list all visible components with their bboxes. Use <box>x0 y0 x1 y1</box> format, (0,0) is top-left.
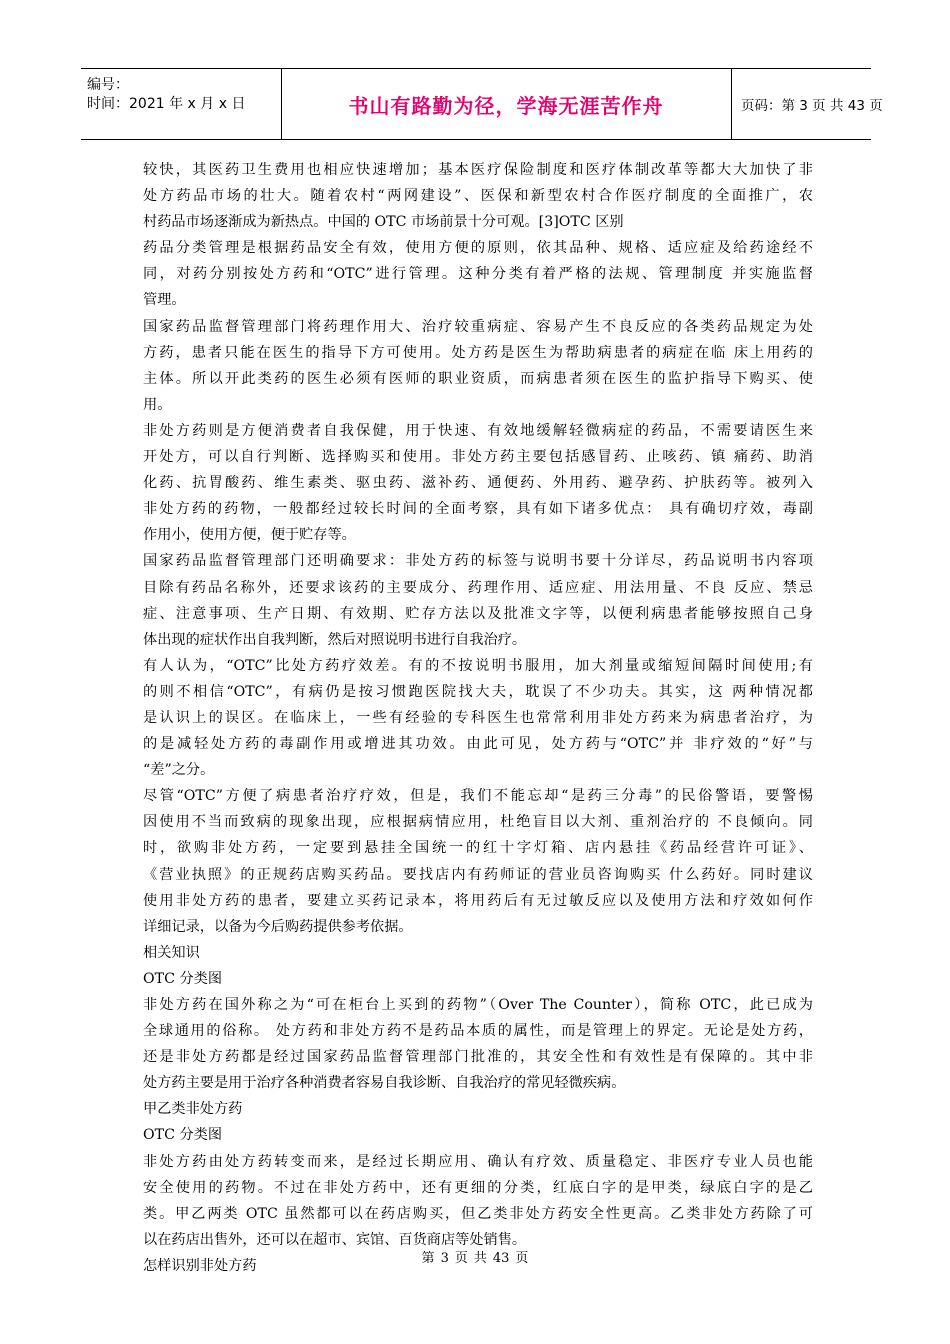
text-line: 还是非处方药都是经过国家药品监督管理部门批准的，其安全性和有效性是有保障的。其中非 <box>143 1049 813 1066</box>
text-line: 类。甲乙两类 OTC 虽然都可以在药店购买，但乙类非处方药安全性更高。乙类非处方药除了可 <box>143 1205 813 1222</box>
text-line: 非处方药在国外称之为“可在柜台上买到的药物”（Over The Counter），简称 OTC，此已成为 <box>143 997 813 1013</box>
text-line: 开处方，可以自行判断、选择购买和使用。非处方药主要包括感冒药、止咳药、镇 痛药、助消 <box>143 449 813 466</box>
text-line: 非处方药则是方便消费者自我保健，用于快速、有效地缓解轻微病症的药品，不需要请医生来 <box>143 422 813 439</box>
page-header <box>81 68 883 140</box>
header-motto-cell <box>281 69 732 139</box>
text-line: 体出现的症状作出自我判断，然后对照说明书进行自我治疗。 <box>143 631 527 648</box>
text-line: 用。 <box>143 396 172 413</box>
text-line: 以在药店出售外，还可以在超市、宾馆、百货商店等处销售。 <box>143 1231 527 1248</box>
text-line: 安全使用的药物。不过在非处方药中，还有更细的分类，红底白字的是甲类，绿底白字的是乙 <box>143 1179 813 1196</box>
text-line: 全球通用的俗称。 处方药和非处方药不是药品本质的属性，而是管理上的界定。无论是处方药， <box>143 1023 813 1040</box>
text-line: 的则不相信“OTC”，有病仍是按习惯跑医院找大夫，耽误了不少功夫。其实，这 两种情况都 <box>143 683 813 700</box>
text-line: OTC 分类图 <box>143 1127 223 1144</box>
text-line: 方药，患者只能在医生的指导下方可使用。处方药是医生为帮助病患者的病症在临 床上用药的 <box>143 344 813 361</box>
text-line: 非处方药由处方药转变而来，是经过长期应用、确认有疗效、质量稳定、非医疗专业人员也能 <box>143 1153 813 1170</box>
header-page-info: 页码：第 3 页 共 43 页 <box>741 98 883 114</box>
text-line: 使用非处方药的患者，要建立买药记录本，将用药后有无过敏反应以及使用方法和疗效如何作 <box>143 892 813 909</box>
text-line: 国家药品监督管理部门将药理作用大、治疗较重病症、容易产生不良反应的各类药品规定为处 <box>143 318 813 335</box>
text-line: 化药、抗胃酸药、维生素类、驱虫药、滋补药、通便药、外用药、避孕药、护肤药等。被列入 <box>143 475 813 492</box>
text-line: “差”之分。 <box>143 762 215 779</box>
text-line: 处方药品市场的壮大。随着农村“两网建设”、医保和新型农村合作医疗制度的全面推广，农 <box>143 188 813 205</box>
footer-text: 第 <box>421 1251 435 1266</box>
footer-text: 页 <box>515 1251 529 1266</box>
text-line: 作用小，使用方便，便于贮存等。 <box>143 527 356 544</box>
text-line: 《营业执照》的正规药店购买药品。要找店内有药师证的营业员咨询购买 什么药好。同时建议 <box>143 866 813 883</box>
text-line: 是认识上的误区。在临床上，一些有经验的专科医生也常常利用非处方药来为病患者治疗，为 <box>143 709 813 726</box>
text-line: 症、注意事项、生产日期、有效期、贮存方法以及批准文字等，以便利病患者能够按照自己身 <box>143 605 813 622</box>
text-line: 有人认为，“OTC”比处方药疗效差。有的不按说明书服用，加大剂量或缩短间隔时间使用;有 <box>143 657 813 674</box>
text-line: 处方药主要是用于治疗各种消费者容易自我诊断、自我治疗的常见轻微疾病。 <box>143 1075 626 1092</box>
text-line: 较快，其医药卫生费用也相应快速增加；基本医疗保险制度和医疗体制改革等都大大加快了非 <box>143 162 813 178</box>
document-date-label: 时间：2021 年 x 月 x 日 <box>87 96 246 112</box>
text-line: 时，欲购非处方药，一定要到悬挂全国统一的红十字灯箱、店内悬挂《药品经营许可证》、 <box>143 840 813 857</box>
footer-page-number: 3 <box>440 1251 449 1266</box>
text-line: 尽管“OTC”方便了病患者治疗疗效，但是，我们不能忘却“是药三分毒”的民俗警语，要警惕 <box>143 788 813 805</box>
text-line: 同，对药分别按处方药和“OTC”进行管理。这种分类有着严格的法规、管理制度 并实施监督 <box>143 266 813 283</box>
text-line: 的是减轻处方药的毒副作用或增进其功效。由此可见，处方药与“OTC”并 非疗效的“好”与 <box>143 736 813 753</box>
text-line: 药品分类管理是根据药品安全有效，使用方便的原则，依其品种、规格、适应症及给药途经不 <box>143 240 813 257</box>
text-line: 甲乙类非处方药 <box>143 1101 243 1118</box>
page-footer <box>0 1247 950 1266</box>
text-line: 村药品市场逐渐成为新热点。中国的 OTC 市场前景十分可观。[3]OTC 区别 <box>143 214 624 231</box>
document-body <box>143 157 813 1279</box>
text-line: 主体。所以开此类药的医生必须有医师的职业资质，而病患者须在医生的监护指导下购买、使 <box>143 370 813 387</box>
text-line: 管理。 <box>143 292 186 309</box>
footer-text: 页 <box>454 1251 468 1266</box>
header-motto: 书山有路勤为径，学海无涯苦作舟 <box>348 93 664 118</box>
text-line: 相关知识 <box>143 944 200 961</box>
text-line: OTC 分类图 <box>143 970 223 987</box>
header-left-cell <box>81 69 282 139</box>
text-line: 目除有药品名称外，还要求该药的主要成分、药理作用、适应症、用法用量、不良 反应、禁忌 <box>143 579 813 596</box>
document-number-label: 编号： <box>87 77 129 93</box>
header-page-cell <box>731 69 883 139</box>
text-line: 国家药品监督管理部门还明确要求：非处方药的标签与说明书要十分详尽，药品说明书内容项 <box>143 553 813 570</box>
text-line: 非处方药的药物，一般都经过较长时间的全面考察，具有如下诸多优点： 具有确切疗效，毒副 <box>143 501 813 518</box>
text-line: 怎样识别非处方药 <box>143 1257 257 1274</box>
text-line: 详细记录，以备为今后购药提供参考依据。 <box>143 918 413 935</box>
footer-text: 共 <box>473 1251 487 1266</box>
footer-total-pages: 43 <box>492 1251 510 1266</box>
text-line: 因使用不当而致病的现象出现，应根据病情应用，杜绝盲目以大剂、重剂治疗的 不良倾向。同 <box>143 814 813 831</box>
